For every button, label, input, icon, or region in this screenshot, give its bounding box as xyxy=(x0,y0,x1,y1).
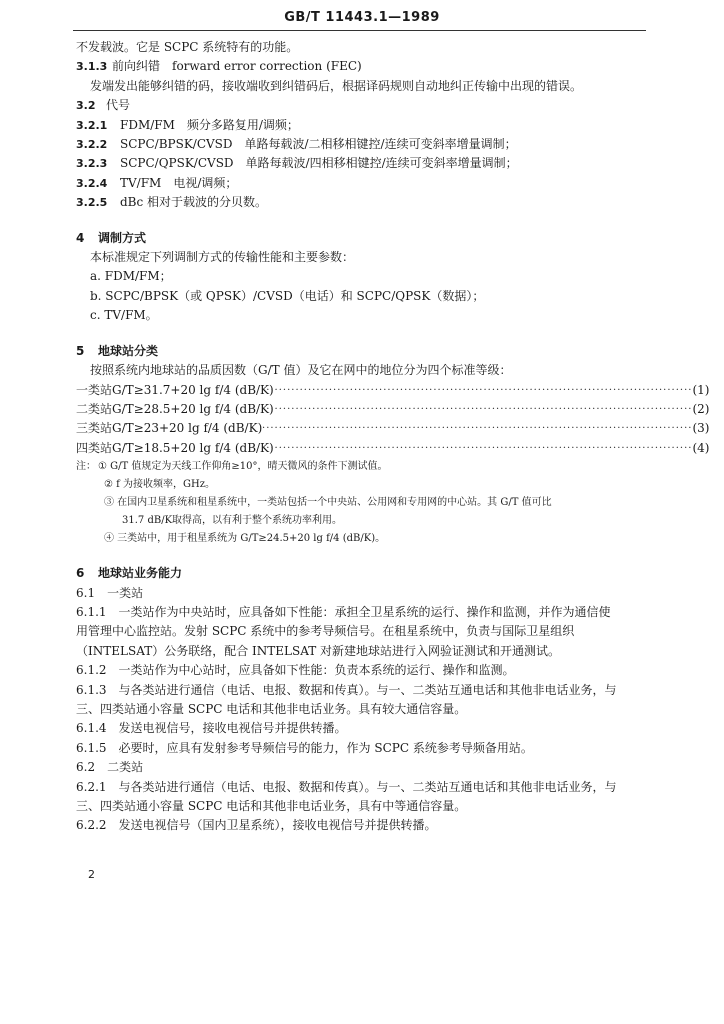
page-header-standard-number: GB/T 11443.1—1989 xyxy=(284,10,440,25)
clause-number: 3.2.5 xyxy=(76,196,108,210)
clause-6-1-1-continued: 用管理中心监控站。发射 SCPC 系统中的参考导频信号。在租星系统中，负责与国际卫星组织 xyxy=(76,624,575,639)
page-body xyxy=(76,38,710,836)
clause-number: 3.2.3 xyxy=(76,157,108,171)
section-4-heading xyxy=(76,229,646,248)
section-4-intro: 本标准规定下列调制方式的传输性能和主要参数： xyxy=(90,250,355,265)
clause-6-2: 6.2 二类站 xyxy=(76,760,144,775)
clause-3-2 xyxy=(76,96,646,115)
equation-number: (1) xyxy=(692,382,710,397)
leader-dots: ······································································································· xyxy=(262,442,693,454)
section-5-intro: 按照系统内地球站的品质因数（G/T 值）及它在网中的地位分为四个标准等级： xyxy=(90,363,512,378)
clause-text: dBc 相对于载波的分贝数。 xyxy=(120,195,268,210)
clause-6-1-5: 6.1.5 必要时，应具有发射参考导频信号的能力，作为 SCPC 系统参考导频备用站。 xyxy=(76,740,533,755)
formula: G/T≥28.5+20 lg f/4 (dB/K) xyxy=(112,401,274,416)
continued-text: 不发载波。它是 SCPC 系统特有的功能。 xyxy=(76,40,299,54)
clause-6-1-3: 6.1.3 与各类站进行通信（电话、电报、数据和传真）。与一、二类站互通电话和其他非电话业务，与 xyxy=(76,682,617,697)
list-item: b. SCPC/BPSK（或 QPSK）/CVSD（电话）和 SCPC/QPSK（数据）； xyxy=(90,288,485,303)
clause-6-1-1-continued: （INTELSAT）公务联络，配合 INTELSAT 对新建地球站进行入网验证测试和开通测试。 xyxy=(76,643,561,658)
note-4: ④ 三类站中，用于租星系统为 G/T≥24.5+20 lg f/4 (dB/K)。 xyxy=(104,533,386,545)
equation-row xyxy=(76,419,710,438)
note-3: ③ 在国内卫星系统和租星系统中，一类站包括一个中央站、公用网和专用网的中心站。其 G/T 值可比 xyxy=(104,497,552,509)
clause-text: FDM/FM 频分多路复用/调频； xyxy=(120,117,299,132)
equation-number: (4) xyxy=(692,440,710,455)
list-item: c. TV/FM。 xyxy=(90,308,158,323)
equation-number: (3) xyxy=(692,421,710,436)
clause-6-2-2: 6.2.2 发送电视信号（国内卫星系统），接收电视信号并提供转播。 xyxy=(76,818,437,833)
clause-number: 3.1.3 xyxy=(76,60,108,74)
clause-6-1-2: 6.1.2 一类站作为中心站时，应具备如下性能：负责本系统的运行、操作和监测。 xyxy=(76,663,515,678)
list-item: a. FDM/FM； xyxy=(90,269,172,284)
note-3-continued: 31.7 dB/K取得高，以有利于整个系统功率利用。 xyxy=(122,515,343,527)
note-2: ② f 为接收频率，GHz。 xyxy=(104,479,216,491)
clause-6-1-1: 6.1.1 一类站作为中央站时，应具备如下性能：承担全卫星系统的运行、操作和监测，并作为通信使 xyxy=(76,604,611,619)
clause-3-1-3-definition: 发端发出能够纠错的码，接收端收到纠错码后，根据译码规则自动地纠正传输中出现的错误。 xyxy=(90,78,583,93)
station-class: 四类站 xyxy=(76,440,113,455)
leader-dots: ······································································································· xyxy=(262,423,693,435)
clause-3-2-3 xyxy=(76,154,646,173)
section-number: 6 xyxy=(76,566,85,581)
section-title: 地球站分类 xyxy=(98,343,159,358)
section-number: 4 xyxy=(76,230,85,245)
clause-number: 3.2.1 xyxy=(76,118,108,132)
clause-3-2-4 xyxy=(76,174,646,193)
leader-dots: ······································································································· xyxy=(262,403,693,415)
clause-text: 代号 xyxy=(106,98,131,113)
equation-number: (2) xyxy=(692,401,710,416)
formula: G/T≥18.5+20 lg f/4 (dB/K) xyxy=(112,440,274,455)
equation-row xyxy=(76,400,710,419)
clause-6-1-3-continued: 三、四类站通小容量 SCPC 电话和其他非电话业务。具有较大通信容量。 xyxy=(76,701,467,716)
clause-text: TV/FM 电视/调频； xyxy=(120,175,238,190)
equation-row xyxy=(76,439,710,458)
note-lead: 注： xyxy=(76,461,96,473)
clause-6-1-4: 6.1.4 发送电视信号，接收电视信号并提供转播。 xyxy=(76,721,347,736)
leader-dots: ······································································································· xyxy=(262,384,693,396)
station-class: 二类站 xyxy=(76,401,113,416)
section-title: 调制方式 xyxy=(98,230,147,245)
clause-3-2-1 xyxy=(76,116,646,135)
section-6-heading xyxy=(76,564,646,583)
clause-text: SCPC/BPSK/CVSD 单路每载波/二相移相键控/连续可变斜率增量调制； xyxy=(120,137,517,152)
clause-3-2-2 xyxy=(76,135,646,154)
clause-6-2-1: 6.2.1 与各类站进行通信（电话、电报、数据和传真）。与一、二类站互通电话和其他非电话业务，与 xyxy=(76,779,617,794)
station-class: 三类站 xyxy=(76,421,113,436)
clause-number: 3.2.4 xyxy=(76,176,108,190)
formula: G/T≥31.7+20 lg f/4 (dB/K) xyxy=(112,382,274,397)
section-title: 地球站业务能力 xyxy=(98,566,183,581)
clause-6-2-1-continued: 三、四类站通小容量 SCPC 电话和其他非电话业务，具有中等通信容量。 xyxy=(76,799,467,813)
station-class: 一类站 xyxy=(76,382,113,397)
page-number: 2 xyxy=(88,868,95,881)
clause-3-2-5 xyxy=(76,193,646,212)
section-number: 5 xyxy=(76,343,85,358)
equation-row xyxy=(76,381,710,400)
note-text: ① G/T 值规定为天线工作仰角≥10°，晴天微风的条件下测试值。 xyxy=(98,461,388,473)
note-1 xyxy=(76,458,646,476)
clause-number: 3.2 xyxy=(76,99,96,113)
formula: G/T≥23+20 lg f/4 (dB/K) xyxy=(112,421,263,436)
section-5-heading xyxy=(76,342,646,361)
clause-text: 前向纠错 forward error correction (FEC) xyxy=(112,59,362,74)
header-rule xyxy=(73,30,646,31)
clause-6-1: 6.1 一类站 xyxy=(76,585,144,600)
clause-3-1-3 xyxy=(76,57,646,76)
clause-number: 3.2.2 xyxy=(76,138,108,152)
clause-text: SCPC/QPSK/CVSD 单路每载波/四相移相键控/连续可变斜率增量调制； xyxy=(120,156,518,171)
